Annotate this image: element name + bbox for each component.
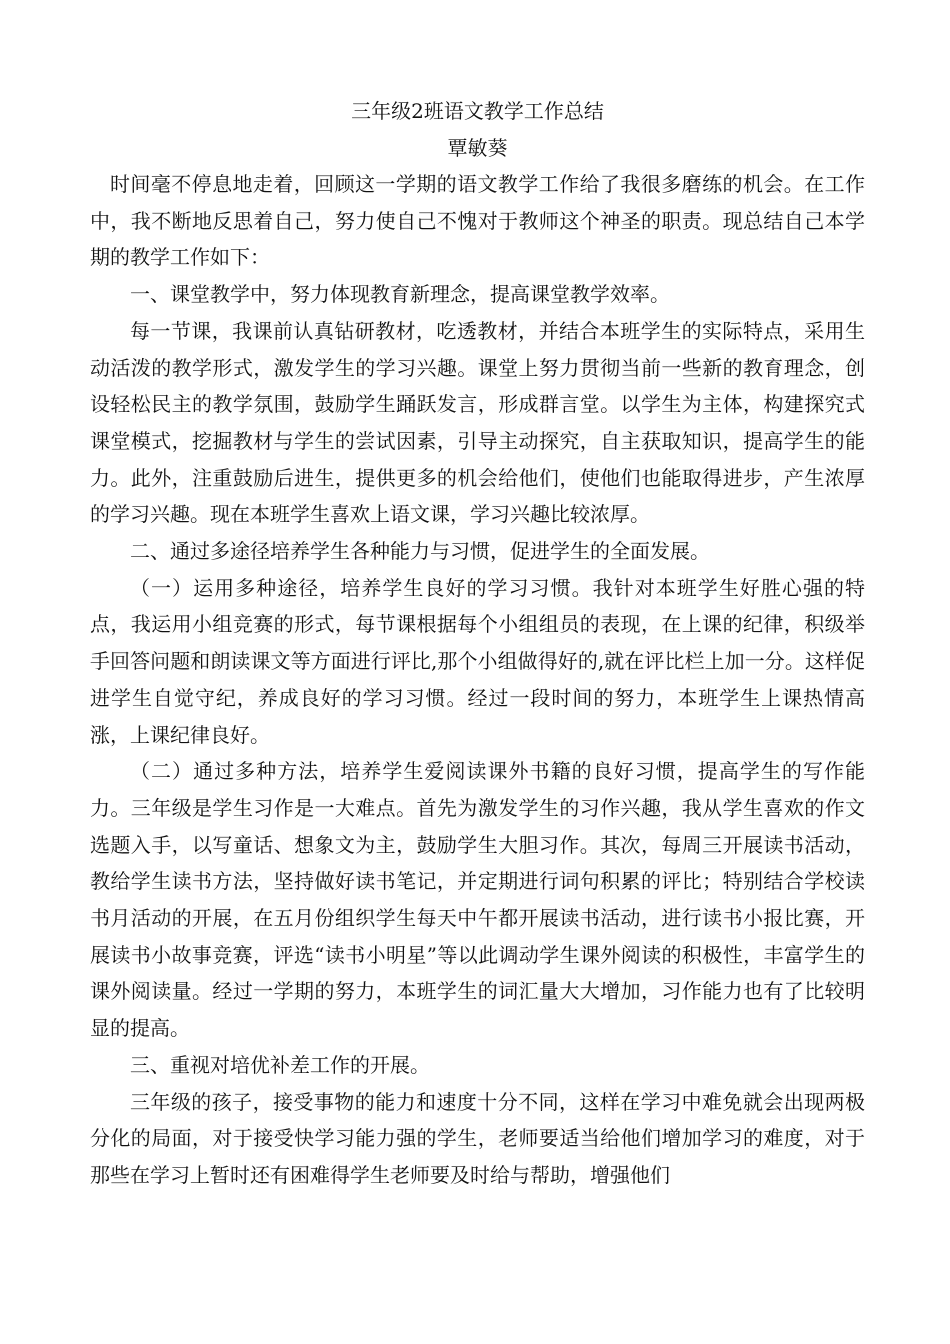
document-title: 三年级2班语文教学工作总结 [351, 99, 604, 123]
paragraph-habits: （一）运用多种途径，培养学生良好的学习习惯。我针对本班学生好胜心强的特点，我运用小组竞赛的形式，每节课根据每个小组组员的表现，在上课的纪律，积级举手回答问题和朗读课文等方面进行评比,那个小组做得好的,就在评比栏上加一分。这样促进学生自觉守纪，养成良好的学习习惯。经过一段时间的努力，本班学生上课热情高涨，上课纪律良好。 [90, 575, 865, 747]
document-author: 覃敏葵 [447, 136, 508, 160]
section-heading-1: 一、课堂教学中，努力体现教育新理念，提高课堂教学效率。 [130, 282, 670, 307]
paragraph-intro: 时间毫不停息地走着，回顾这一学期的语文教学工作给了我很多磨练的机会。在工作中，我不断地反思着自己，努力使自己不愧对于教师这个神圣的职责。现总结自己本学期的教学工作如下： [90, 172, 865, 270]
paragraph-classroom: 每一节课，我课前认真钻研教材，吃透教材，并结合本班学生的实际特点，采用生动活泼的教学形式，激发学生的学习兴趣。课堂上努力贯彻当前一些新的教育理念，创设轻松民主的教学氛围，鼓励学生踊跃发言，形成群言堂。以学生为主体，构建探究式课堂模式，挖掘教材与学生的尝试因素，引导主动探究，自主获取知识，提高学生的能力。此外，注重鼓励后进生，提供更多的机会给他们，使他们也能取得进步，产生浓厚的学习兴趣。现在本班学生喜欢上语文课，学习兴趣比较浓厚。 [90, 318, 865, 527]
paragraph-tutoring: 三年级的孩子，接受事物的能力和速度十分不同，这样在学习中难免就会出现两极分化的局面，对于接受快学习能力强的学生，老师要适当给他们增加学习的难度，对于那些在学习上暂时还有困难得学生老师要及时给与帮助，增强他们 [90, 1089, 865, 1187]
section-heading-3: 三、重视对培优补差工作的开展。 [130, 1052, 430, 1077]
paragraph-reading: （二）通过多种方法，培养学生爱阅读课外书籍的良好习惯，提高学生的写作能力。三年级是学生习作是一大难点。首先为激发学生的习作兴趣，我从学生喜欢的作文选题入手，以写童话、想象文为主，鼓励学生大胆习作。其次，每周三开展读书活动，教给学生读书方法，坚持做好读书笔记，并定期进行词句积累的评比；特别结合学校读书月活动的开展，在五月份组织学生每天中午都开展读书活动，进行读书小报比赛，开展读书小故事竞赛，评选“读书小明星”等以此调动学生课外阅读的积极性，丰富学生的课外阅读量。经过一学期的努力，本班学生的词汇量大大增加，习作能力也有了比较明显的提高。 [90, 759, 865, 1041]
section-heading-2: 二、通过多途径培养学生各种能力与习惯，促进学生的全面发展。 [130, 539, 710, 564]
document-page [90, 92, 865, 1194]
